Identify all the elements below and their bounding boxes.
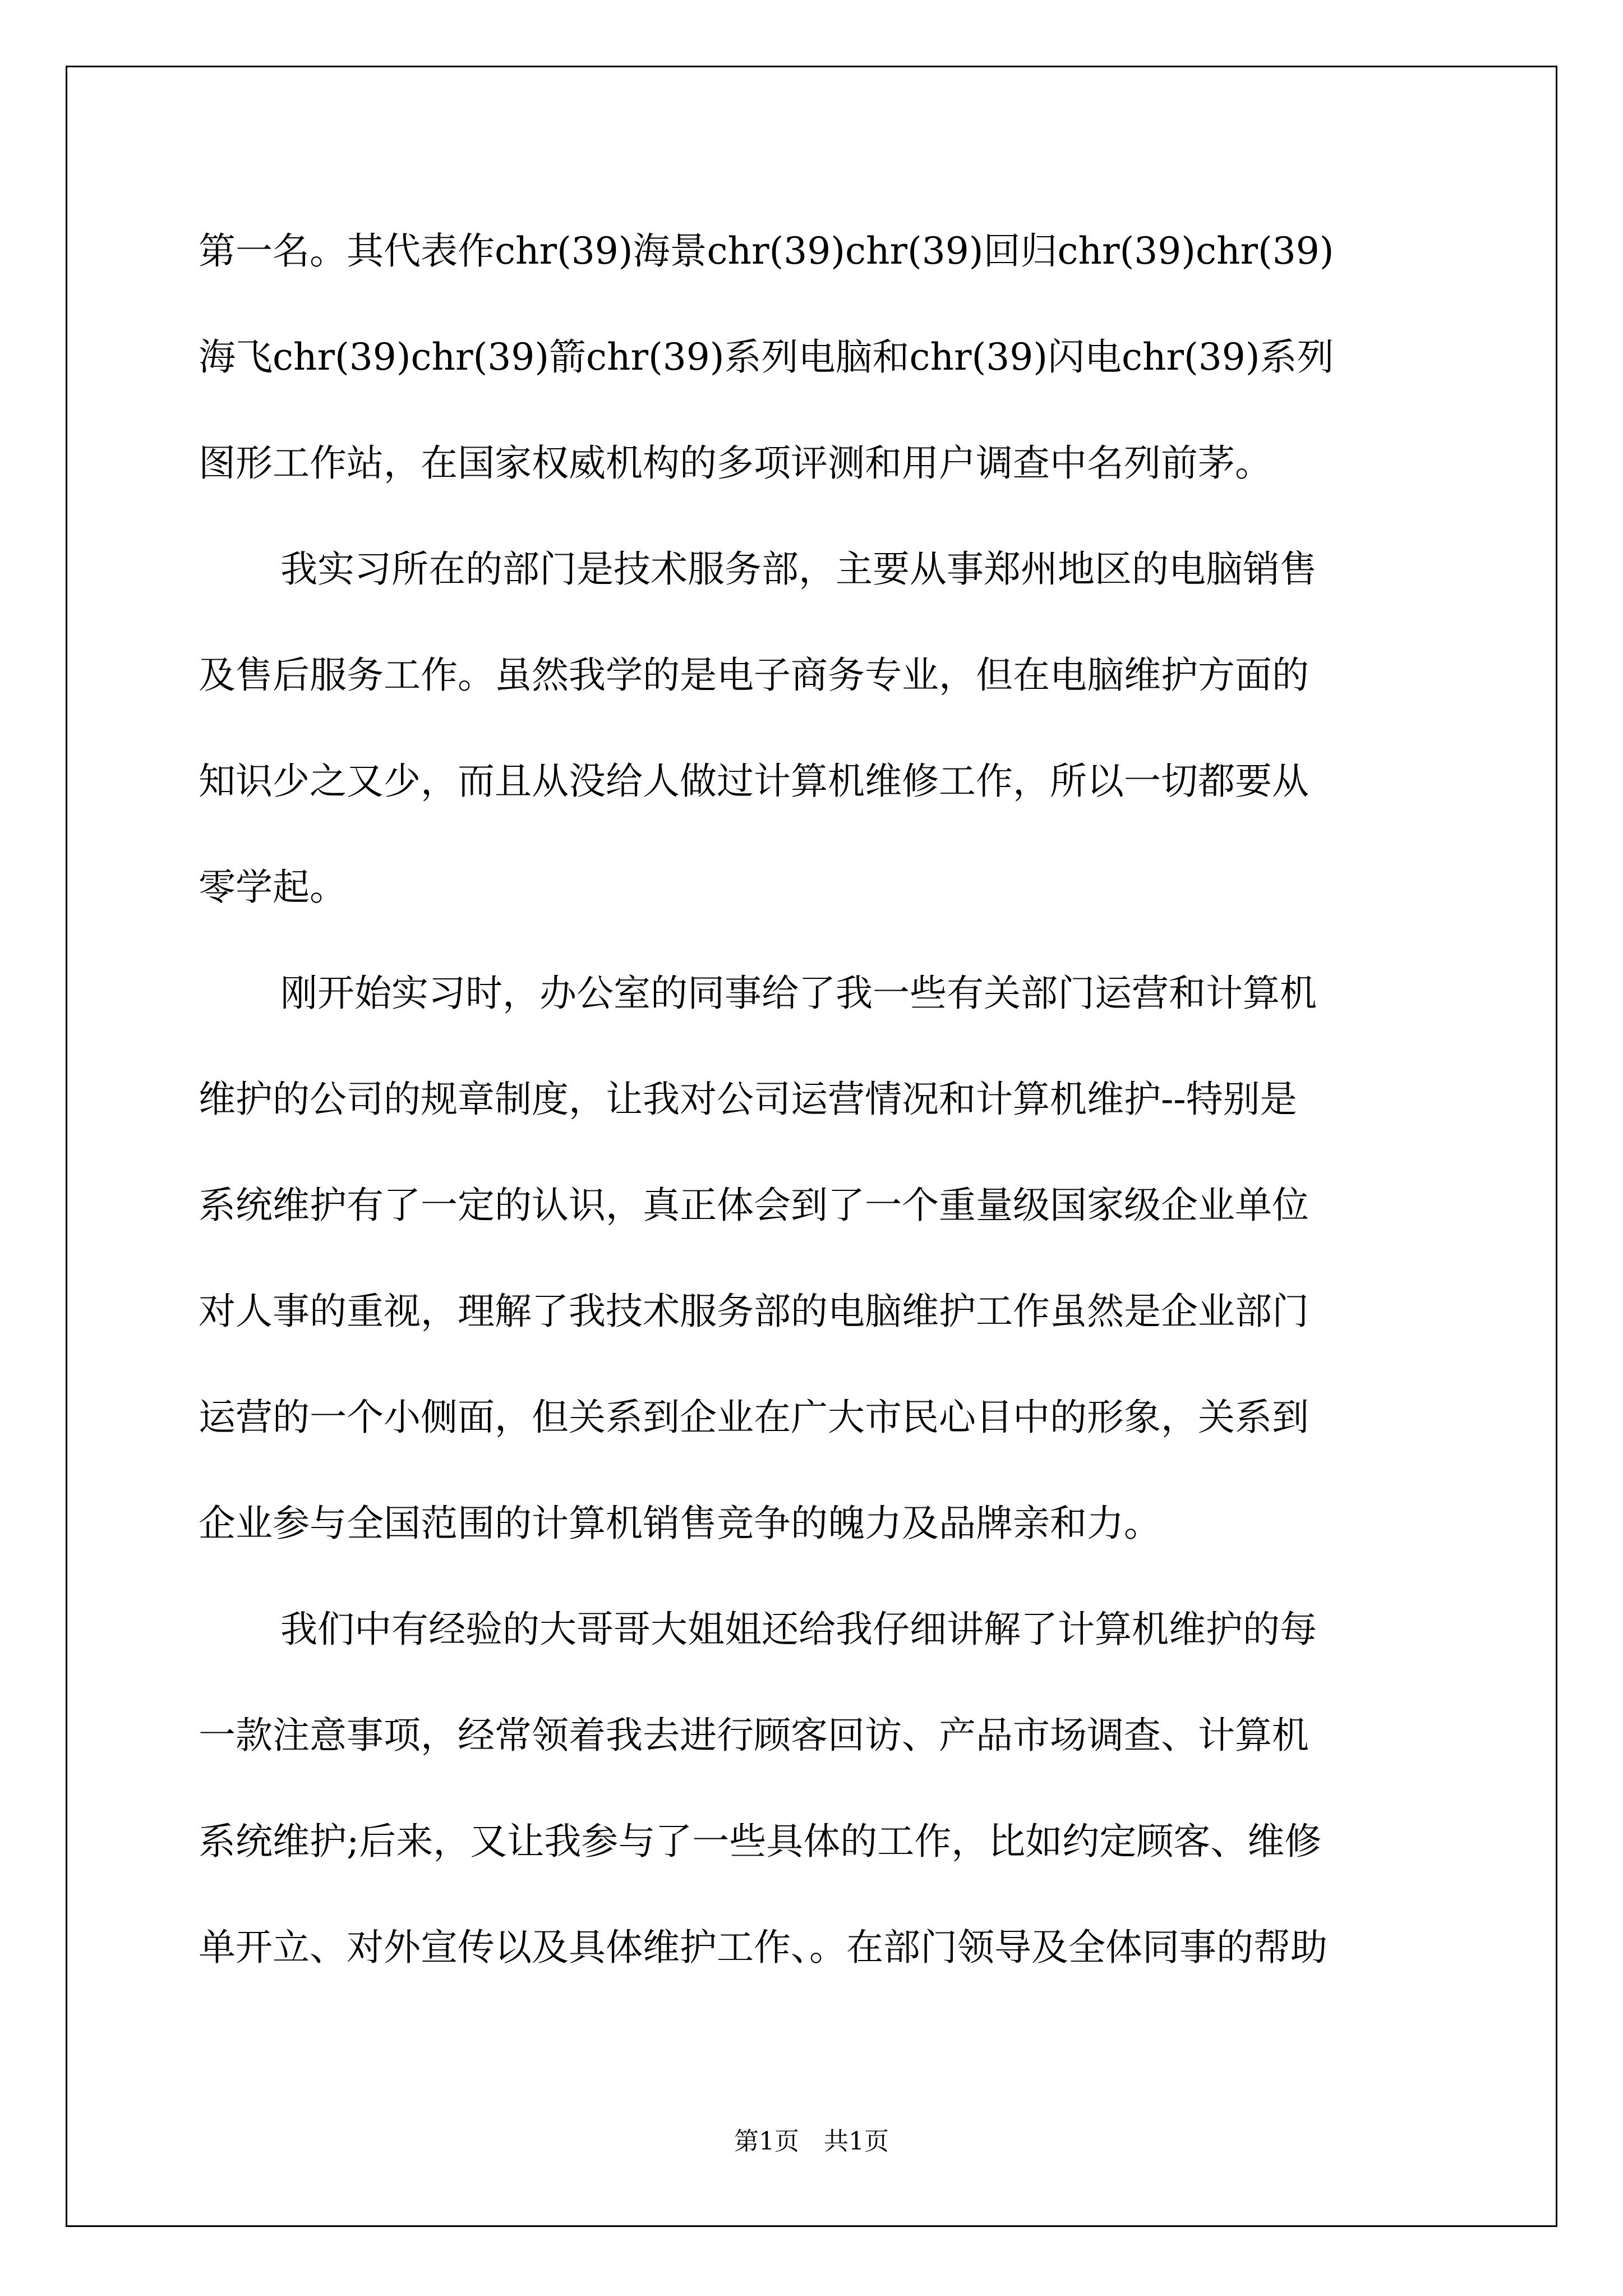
text-line: 海飞chr(39)chr(39)箭chr(39)系列电脑和chr(39)闪电chr(39)系列 (199, 335, 1334, 379)
paragraph-first-line: 我们中有经验的大哥哥大姐姐还给我仔细讲解了计算机维护的每 (280, 1608, 1317, 1651)
text-line: 系统维护有了一定的认识，真正体会到了一个重量级国家级企业单位 (199, 1184, 1309, 1227)
text-line: 企业参与全国范围的计算机销售竞争的魄力及品牌亲和力。 (199, 1502, 1161, 1545)
text-line: 维护的公司的规章制度，让我对公司运营情况和计算机维护--特别是 (199, 1078, 1297, 1121)
text-line: 系统维护;后来，又让我参与了一些具体的工作，比如约定顾客、维修 (199, 1820, 1322, 1863)
text-line: 第一名。其代表作chr(39)海景chr(39)chr(39)回归chr(39)chr(39) (199, 229, 1334, 273)
text-line: 单开立、对外宣传以及具体维护工作、。在部门领导及全体同事的帮助 (199, 1926, 1327, 1969)
paragraph-first-line: 我实习所在的部门是技术服务部，主要从事郑州地区的电脑销售 (280, 547, 1317, 591)
page-footer: 第1页 共1页 (734, 2127, 889, 2156)
text-line: 一款注意事项，经常领着我去进行顾客回访、产品市场调查、计算机 (199, 1714, 1309, 1757)
text-line: 对人事的重视，理解了我技术服务部的电脑维护工作虽然是企业部门 (199, 1290, 1309, 1333)
text-line: 运营的一个小侧面，但关系到企业在广大市民心目中的形象，关系到 (199, 1396, 1309, 1439)
text-line: 知识少之又少，而且从没给人做过计算机维修工作，所以一切都要从 (199, 760, 1309, 803)
page-border (66, 66, 1557, 2227)
text-line: 图形工作站，在国家权威机构的多项评测和用户调查中名列前茅。 (199, 441, 1272, 485)
text-line: 及售后服务工作。虽然我学的是电子商务专业，但在电脑维护方面的 (199, 654, 1309, 697)
paragraph-first-line: 刚开始实习时，办公室的同事给了我一些有关部门运营和计算机 (280, 972, 1317, 1015)
text-line: 零学起。 (199, 866, 347, 909)
